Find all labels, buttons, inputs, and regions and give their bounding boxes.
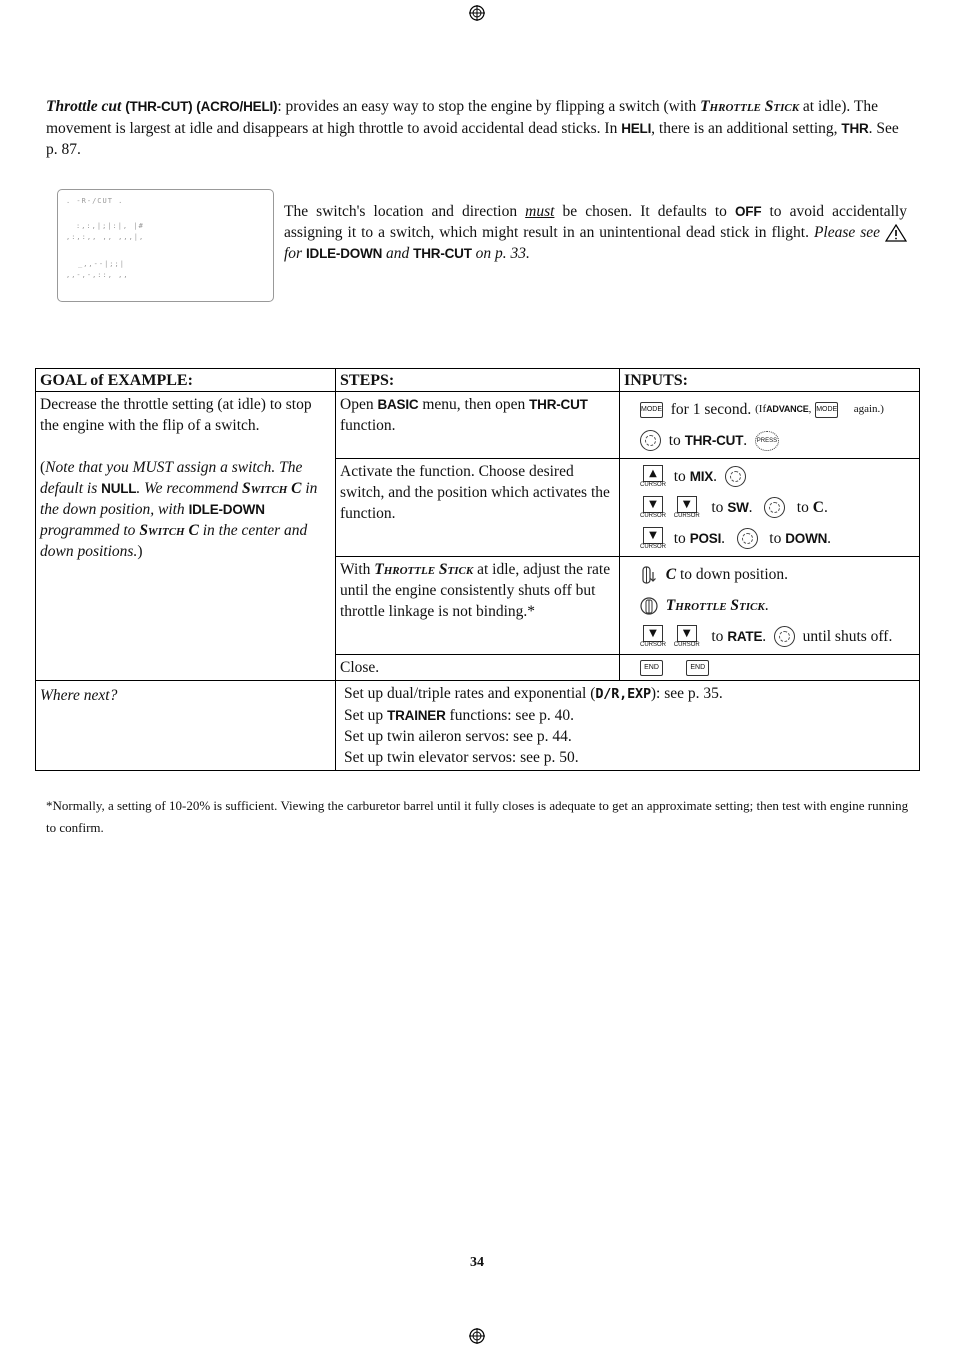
dial-turn-icon bbox=[640, 430, 661, 451]
goal-cell: Decrease the throttle setting (at idle) to stop the engine with the flip of a switch. (Note that you MUST assign a switch. The default is NULL. We recommend Switch C in the down position, with IDLE-DOWN programmed to Switch C in the center and down positions.) bbox=[36, 392, 336, 681]
cursor-up-key-icon: ▲ CURSOR bbox=[640, 465, 666, 489]
next-item: Set up twin elevator servos: see p. 50. bbox=[344, 749, 579, 766]
registration-mark-icon bbox=[469, 5, 485, 21]
intro-paragraph: Throttle cut (THR-CUT) (ACRO/HELI): provides an easy way to stop the engine by flipping a switch (with Throttle Stick at idle). The movement is largest at idle and disappears at high throttle to avoid accidental dead sticks. In HELI, there is an additional setting, THR. See p. 87. bbox=[46, 98, 899, 158]
step-2: Activate the function. Choose desired switch, and the position which activates the function. bbox=[336, 459, 620, 557]
step-1: Open BASIC menu, then open THR-CUT function. bbox=[336, 392, 620, 459]
switch-explanation: The switch's location and direction must be chosen. It defaults to OFF to avoid accidentally assigning it to a switch, which might result in an unintentional dead stick in flight. Please see for IDLE-DOWN and THR-CUT on p. 33. bbox=[284, 203, 907, 262]
next-item: Set up twin aileron servos: see p. 44. bbox=[344, 728, 572, 745]
goal-note: (Note that you MUST assign a switch. The default is NULL. We recommend Switch C in the down position, with IDLE-DOWN programmed to Switch C in the center and down positions.) bbox=[40, 459, 318, 560]
end-key-icon: END bbox=[640, 660, 663, 676]
next-item: Set up TRAINER functions: see p. 40. bbox=[344, 707, 574, 724]
footnote: *Normally, a setting of 10-20% is sufficient. Viewing the carburetor barrel until it fully closes is adequate to get an approximate setting; then test with engine running to confirm. bbox=[46, 798, 909, 835]
mode-key-icon: MODE bbox=[815, 402, 838, 418]
next-item: Set up dual/triple rates and exponential (D/R,EXP): see p. 35. bbox=[344, 685, 723, 702]
cursor-down-key-icon: ▼ CURSOR bbox=[640, 527, 666, 551]
header-inputs: INPUTS: bbox=[620, 369, 920, 392]
where-next-label: Where next? bbox=[36, 681, 336, 771]
where-next-list bbox=[336, 681, 920, 771]
inputs-4 bbox=[620, 655, 920, 681]
term: Throttle cut bbox=[46, 98, 122, 115]
end-key-icon: END bbox=[686, 660, 709, 676]
inputs-3: C to down position. Throttle Stick . ▼ CURSOR ▼ CURSOR to RATE . until shuts off. bbox=[620, 557, 920, 655]
lcd-screen-illustration: . -R-/CUT . :,:,|;|:|, |# ,:,:,, ,, ,,,|, _,,--|;;| ,,-,-,::, ,, bbox=[57, 189, 274, 302]
cursor-down-key-icon: ▼ CURSOR bbox=[674, 625, 700, 649]
cursor-down-key-icon: ▼ CURSOR bbox=[674, 496, 700, 520]
example-table bbox=[35, 368, 920, 771]
header-goal: GOAL of EXAMPLE: bbox=[36, 369, 336, 392]
dial-turn-icon bbox=[764, 497, 785, 518]
press-dial-icon: PRESS bbox=[755, 431, 779, 451]
dial-turn-icon bbox=[774, 626, 795, 647]
cursor-down-key-icon: ▼ CURSOR bbox=[640, 625, 666, 649]
cursor-down-key-icon: ▼ CURSOR bbox=[640, 496, 666, 520]
toggle-switch-icon bbox=[640, 564, 658, 586]
step-3: With Throttle Stick at idle, adjust the rate until the engine consistently shuts off but throttle linkage is not binding.* bbox=[336, 557, 620, 655]
step-4: Close. bbox=[336, 655, 620, 681]
mode-key-icon: MODE bbox=[640, 402, 663, 418]
inputs-2: ▲ CURSOR to MIX . ▼ CURSOR ▼ CURSOR to SW . to C . ▼ CURSOR to POSI . to DOWN . bbox=[620, 459, 920, 557]
inputs-1: MODE for 1 second. (If ADVANCE , MODE again.) to THR-CUT . PRESS bbox=[620, 392, 920, 459]
page-number: 34 bbox=[470, 1255, 484, 1270]
warning-icon bbox=[885, 224, 907, 242]
registration-mark-icon bbox=[469, 1328, 485, 1344]
header-steps: STEPS: bbox=[336, 369, 620, 392]
dial-turn-icon bbox=[737, 528, 758, 549]
throttle-stick-icon bbox=[640, 595, 658, 617]
dial-turn-icon bbox=[725, 466, 746, 487]
